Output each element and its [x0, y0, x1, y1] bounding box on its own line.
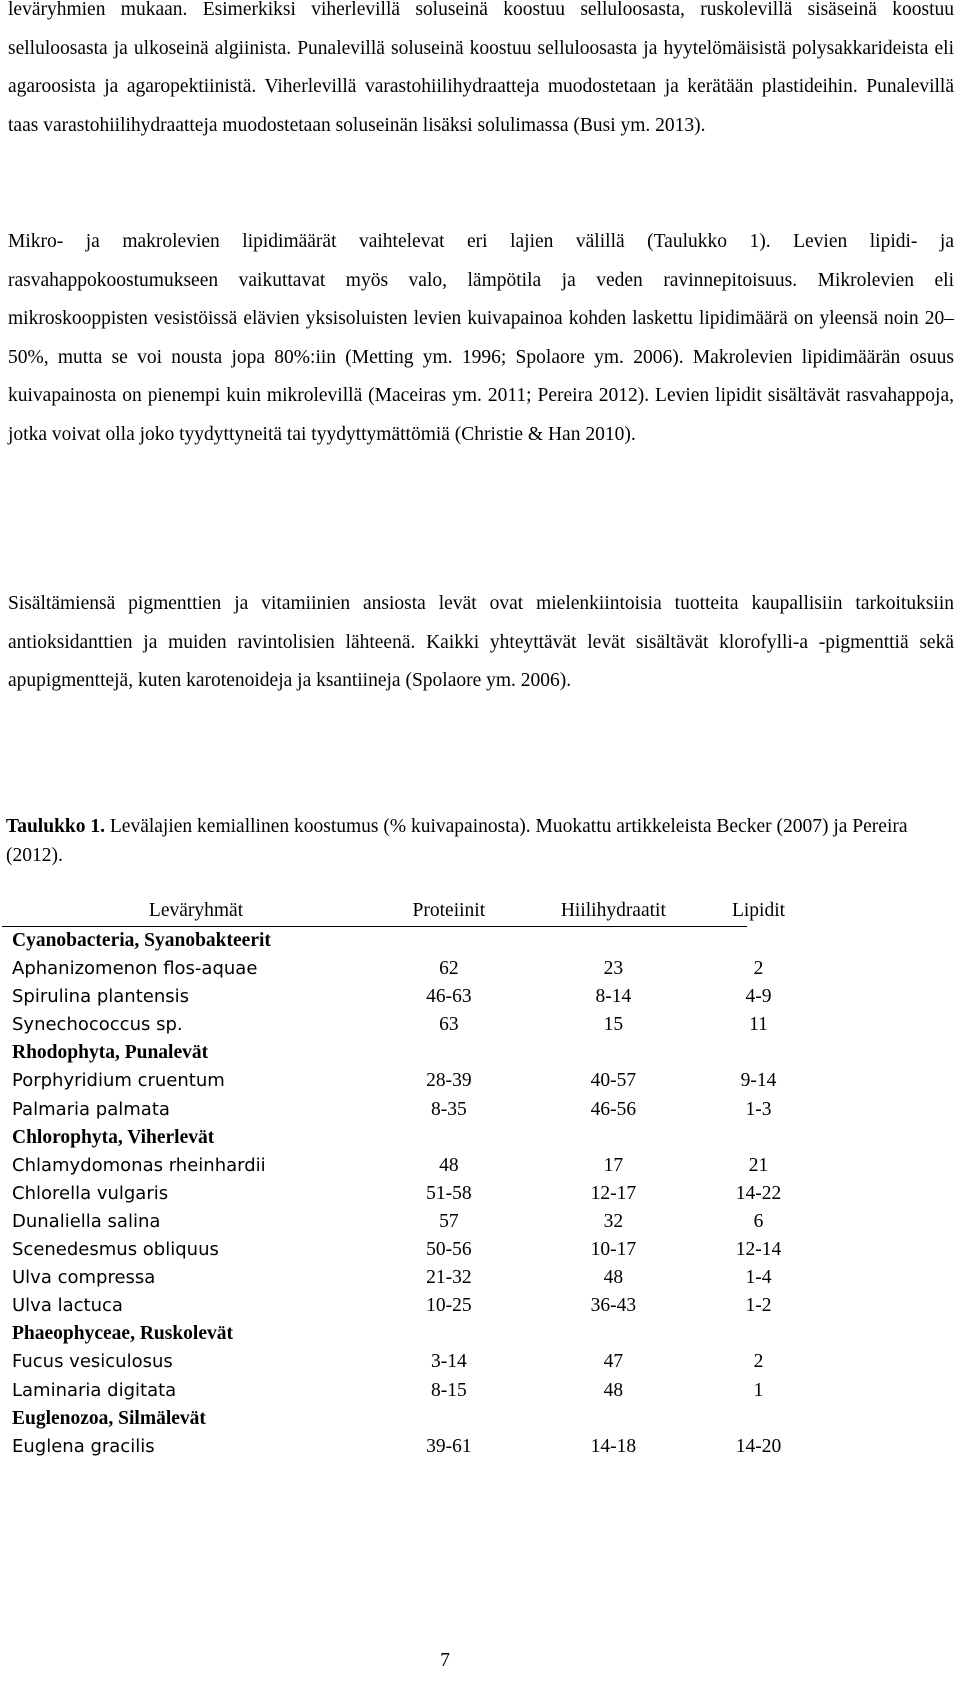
header-carbohydrates: Hiilihydraatit	[560, 900, 666, 922]
group-name: Rhodophyta, Punalevät	[12, 1042, 209, 1064]
group-name: Phaeophyceae, Ruskolevät	[12, 1323, 233, 1345]
table-group-row	[8, 1124, 808, 1152]
species-name: Palmaria palmata	[12, 1098, 170, 1120]
group-name: Euglenozoa, Silmälevät	[12, 1407, 206, 1429]
table-row	[8, 1067, 808, 1095]
protein-value: 57	[439, 1210, 459, 1232]
species-name: Aphanizomenon flos-aquae	[12, 958, 258, 980]
table-row	[8, 1096, 808, 1124]
species-name: Fucus vesiculosus	[12, 1351, 173, 1373]
table-caption	[6, 813, 956, 870]
carbohydrate-value: 23	[603, 958, 624, 980]
lipid-value: 1	[753, 1379, 764, 1401]
lipid-value: 6	[753, 1210, 764, 1232]
table-row	[8, 1377, 808, 1405]
group-name: Cyanobacteria, Syanobakteerit	[12, 930, 271, 951]
species-name: Laminaria digitata	[12, 1379, 177, 1401]
carbohydrate-value: 15	[603, 1014, 624, 1036]
species-name: Porphyridium cruentum	[12, 1070, 225, 1092]
composition-table	[8, 896, 808, 1461]
species-name: Synechococcus sp.	[12, 1014, 183, 1036]
carbohydrate-value: 14-18	[590, 1435, 637, 1457]
species-name: Ulva compressa	[12, 1267, 156, 1289]
paragraph-2: Mikro- ja makrolevien lipidimäärät vaihtelevat eri lajien välillä (Taulukko 1). Levien lipidi- ja rasvahappokoostumukseen vaikuttavat myös valo, lämpötila ja veden ravinnepitoisuus. Mikrolevien eli mikroskooppisten vesistöissä elävien yksisoluisten levien kuivapainoa kohden laskettu lipidimäärä on yleensä noin 20‒50%, mutta se voi nousta jopa 80%:iin (Metting ym. 1996; Spolaore ym. 2006). Makrolevien lipidimäärän osuus kuivapainosta on pienempi kuin mikrolevillä (Maceiras ym. 2011; Pereira 2012). Levien lipidit sisältävät rasvahappoja, jotka voivat olla joko tyydyttyneitä tai tyydyttymättömiä (Christie & Han 2010).	[8, 231, 954, 445]
header-group: Leväryhmät	[148, 900, 244, 922]
header-proteins: Proteiinit	[412, 900, 486, 922]
lipid-value: 11	[749, 1014, 768, 1036]
table-row	[8, 1264, 808, 1292]
lipid-value: 12-14	[735, 1239, 782, 1261]
table-row	[8, 1152, 808, 1180]
lipid-value: 4-9	[745, 986, 772, 1008]
protein-value: 51-58	[426, 1182, 472, 1204]
lipid-value: 1-3	[745, 1098, 772, 1120]
table-row	[8, 955, 808, 983]
species-name: Dunaliella salina	[12, 1210, 161, 1232]
group-name: Chlorophyta, Viherlevät	[12, 1126, 215, 1148]
table-caption-label: Taulukko 1.	[6, 816, 106, 837]
carbohydrate-value: 17	[603, 1154, 624, 1176]
carbohydrate-value: 48	[603, 1267, 624, 1289]
paragraph-3: Sisältämiensä pigmenttien ja vitamiinien ansiosta levät ovat mielenkiintoisia tuotteita kaupallisiin tarkoituksiin antioksidanttien ja muiden ravintolisien lähteenä. Kaikki yhteyttävät levät sisältävät klorofylli-a -pigmenttiä sekä apupigmenttejä, kuten karotenoideja ja ksantiineja (Spolaore ym. 2006).	[8, 593, 954, 692]
table-caption-text: Levälajien kemiallinen koostumus (% kuivapainosta). Muokattu artikkeleista Becker (2007) ja Pereira (2012).	[6, 816, 908, 866]
species-name: Chlorella vulgaris	[12, 1182, 169, 1204]
carbohydrate-value: 8-14	[595, 986, 632, 1008]
carbohydrate-value: 36-43	[590, 1295, 637, 1317]
table-group-row	[8, 1320, 808, 1348]
lipid-value: 1-4	[745, 1267, 772, 1289]
carbohydrate-value: 48	[603, 1379, 624, 1401]
carbohydrate-value: 32	[603, 1210, 624, 1232]
carbohydrate-value: 12-17	[590, 1182, 637, 1204]
table-row	[8, 1180, 808, 1208]
table-row	[8, 1208, 808, 1236]
lipid-value: 14-20	[735, 1435, 782, 1457]
table-row	[8, 1011, 808, 1039]
protein-value: 3-14	[430, 1351, 467, 1373]
table-row	[8, 983, 808, 1011]
carbohydrate-value: 10-17	[590, 1239, 637, 1261]
carbohydrate-value: 46-56	[590, 1098, 637, 1120]
species-name: Scenedesmus obliquus	[12, 1239, 219, 1261]
protein-value: 62	[439, 958, 459, 980]
lipid-value: 2	[753, 1351, 764, 1373]
table-group-row	[8, 1405, 808, 1433]
species-name: Spirulina plantensis	[12, 986, 189, 1008]
table-row	[8, 1236, 808, 1264]
table-group-row	[8, 1039, 808, 1067]
table-row	[8, 1292, 808, 1320]
species-name: Chlamydomonas rheinhardii	[12, 1154, 266, 1176]
page-number: 7	[440, 1650, 450, 1671]
carbohydrate-value: 40-57	[590, 1070, 637, 1092]
lipid-value: 14-22	[735, 1182, 782, 1204]
paragraph-1: leväryhmien mukaan. Esimerkiksi viherlevillä soluseinä koostuu selluloosasta, ruskolevillä sisäseinä koostuu selluloosasta ja ulkoseinä algiinista. Punalevillä soluseinä koostuu selluloosasta ja hyytelömäisistä polysakkarideista eli agaroosista ja agaropektiinistä. Viherlevillä varastohiilihydraatteja muodostetaan ja kerätään plastideihin. Punalevillä taas varastohiilihydraatteja muodostetaan soluseinän lisäksi solulimassa (Busi ym. 2013).	[8, 0, 954, 136]
lipid-value: 2	[753, 958, 764, 980]
table-header-row	[8, 896, 808, 927]
lipid-value: 9-14	[740, 1070, 777, 1092]
protein-value: 28-39	[426, 1070, 472, 1092]
header-lipids: Lipidit	[731, 900, 786, 922]
protein-value: 50-56	[426, 1239, 472, 1261]
species-name: Ulva lactuca	[12, 1295, 123, 1317]
protein-value: 63	[439, 1014, 459, 1036]
protein-value: 48	[439, 1154, 459, 1176]
carbohydrate-value: 47	[603, 1351, 624, 1373]
table-row	[8, 1433, 808, 1461]
protein-value: 10-25	[426, 1295, 472, 1317]
species-name: Euglena gracilis	[12, 1435, 155, 1457]
lipid-value: 21	[748, 1154, 769, 1176]
table-row	[8, 1348, 808, 1376]
protein-value: 8-15	[430, 1379, 467, 1401]
protein-value: 8-35	[430, 1098, 467, 1120]
table-body	[8, 927, 808, 1461]
lipid-value: 1-2	[745, 1295, 772, 1317]
table-group-row	[8, 927, 808, 955]
protein-value: 39-61	[426, 1435, 472, 1457]
protein-value: 46-63	[426, 986, 472, 1008]
protein-value: 21-32	[426, 1267, 472, 1289]
